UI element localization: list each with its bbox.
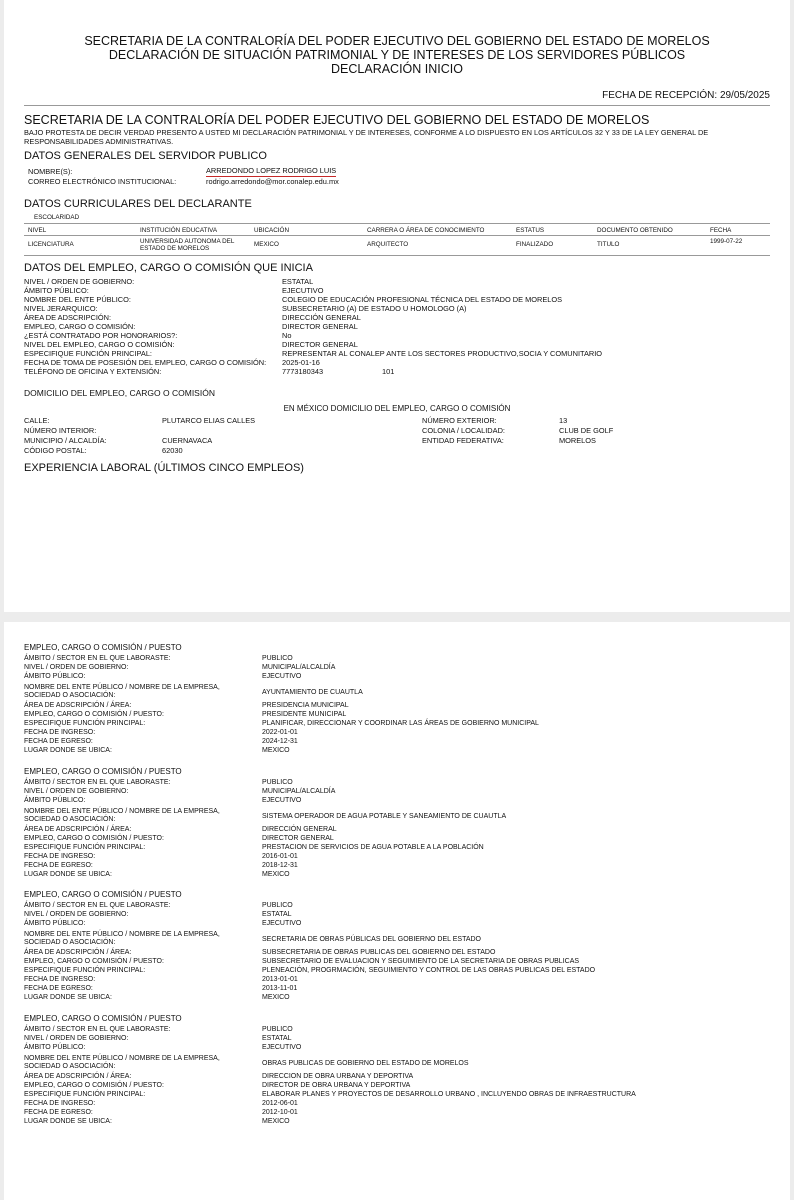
nombre-label: NOMBRE(S): <box>28 167 73 176</box>
job-title: EMPLEO, CARGO O COMISIÓN / PUESTO <box>24 767 182 776</box>
col-nivel: NIVEL <box>28 227 47 234</box>
col-estatus: ESTATUS <box>516 227 545 234</box>
escolaridad-divider-mid <box>24 235 770 236</box>
escolaridad-divider-top <box>24 223 770 224</box>
col-institucion: INSTITUCIÓN EDUCATIVA <box>140 227 218 234</box>
codigo-postal-label: CÓDIGO POSTAL: <box>24 446 87 455</box>
datos-generales-title: DATOS GENERALES DEL SERVIDOR PUBLICO <box>24 150 267 162</box>
job-title: EMPLEO, CARGO O COMISIÓN / PUESTO <box>24 1014 182 1023</box>
numero-exterior-value: 13 <box>559 416 568 425</box>
escolaridad-divider-bottom <box>24 255 770 256</box>
intro-title: SECRETARIA DE LA CONTRALORÍA DEL PODER EJECUTIVO DEL GOBIERNO DEL ESTADO DE MORELOS <box>24 113 650 127</box>
curriculares-title: DATOS CURRICULARES DEL DECLARANTE <box>24 198 252 210</box>
telefono-extension: 101 <box>382 367 395 376</box>
protesta-line-1: BAJO PROTESTA DE DECIR VERDAD PRESENTO A USTED MI DECLARACIÓN PATRIMONIAL Y DE INTERESES, CONFORME A LO DISPUESTO EN LOS ARTÍCULOS 32 Y 33 DE LA LEY GENERAL DE <box>24 128 709 137</box>
row-documento: TITULO <box>597 241 620 248</box>
correo-label: CORREO ELECTRÓNICO INSTITUCIONAL: <box>28 177 177 186</box>
entidad-label: ENTIDAD FEDERATIVA: <box>422 436 504 445</box>
row-carrera: ARQUITECTO <box>367 241 409 248</box>
col-fecha: FECHA <box>710 227 732 234</box>
empleo-title: DATOS DEL EMPLEO, CARGO O COMISIÓN QUE INICIA <box>24 262 313 274</box>
header-divider <box>24 105 770 106</box>
fecha-recepcion: FECHA DE RECEPCIÓN: 29/05/2025 <box>602 90 770 101</box>
experiencia-title: EXPERIENCIA LABORAL (ÚLTIMOS CINCO EMPLEOS) <box>24 462 304 474</box>
row-institucion-1: UNIVERSIDAD AUTONOMA DEL <box>140 238 235 245</box>
header-line-3: DECLARACIÓN INICIO <box>331 62 463 76</box>
job-title: EMPLEO, CARGO O COMISIÓN / PUESTO <box>24 643 182 652</box>
header-line-1: SECRETARIA DE LA CONTRALORÍA DEL PODER EJECUTIVO DEL GOBIERNO DEL ESTADO DE MORELOS <box>84 34 710 48</box>
header-line-2: DECLARACIÓN DE SITUACIÓN PATRIMONIAL Y DE INTERESES DE LOS SERVIDORES PÚBLICOS <box>108 48 686 62</box>
col-documento: DOCUMENTO OBTENIDO <box>597 227 673 234</box>
colonia-value: CLUB DE GOLF <box>559 426 614 435</box>
entidad-value: MORELOS <box>559 436 596 445</box>
job-title: EMPLEO, CARGO O COMISIÓN / PUESTO <box>24 890 182 899</box>
municipio-value: CUERNAVACA <box>162 436 213 445</box>
domicilio-title: DOMICILIO DEL EMPLEO, CARGO O COMISIÓN <box>24 388 215 398</box>
municipio-label: MUNICIPIO / ALCALDÍA: <box>24 436 107 445</box>
row-fecha: 1999-07-22 <box>710 238 743 245</box>
numero-exterior-label: NÚMERO EXTERIOR: <box>422 416 497 425</box>
calle-value: PLUTARCO ELIAS CALLES <box>162 416 256 425</box>
col-ubicacion: UBICACIÓN <box>254 227 289 234</box>
colonia-label: COLONIA / LOCALIDAD: <box>422 426 505 435</box>
row-estatus: FINALIZADO <box>516 241 554 248</box>
correo-value: rodrigo.arredondo@mor.conalep.edu.mx <box>206 177 339 186</box>
document-page-1: SECRETARIA DE LA CONTRALORÍA DEL PODER EJECUTIVO DEL GOBIERNO DEL ESTADO DE MORELOS DECLARACIÓN DE SITUACIÓN PATRIMONIAL Y DE INTERESES DE LOS SERVIDORES PÚBLICOS DECLARACIÓN INICIO FECHA DE RECEPCIÓN: 29/05/2025 SECRETARIA DE LA CONTRALORÍA DEL PODER EJECUTIVO DEL GOBIERNO DEL ESTADO DE MORELOS BAJO PROTESTA DE DECIR VERDAD PRESENTO A USTED MI DECLARACIÓN PATRIMONIAL Y DE INTERESES, CONFORME A LO DISPUESTO EN LOS ARTÍCULOS 32 Y 33 DE LA LEY GENERAL DE RESPONSABILIDADES ADMINISTRATIVAS. DATOS GENERALES DEL SERVIDOR PUBLICO NOMBRE(S): ARREDONDO LOPEZ RODRIGO LUIS CORREO ELECTRÓNICO INSTITUCIONAL: rodrigo.arredondo@mor.conalep.edu.mx DATOS CURRICULARES DEL DECLARANTE ESCOLARIDAD NIVEL INSTITUCIÓN EDUCATIVA UBICACIÓN CARRERA O ÁREA DE CONOCIMIENTO ESTATUS DOCUMENTO OBTENIDO FECHA LICENCIATURA UNIVERSIDAD AUTONOMA DEL ESTADO DE MORELOS MEXICO ARQUITECTO FINALIZADO TITULO 1999-07-22 DATOS DEL EMPLEO, CARGO O COMISIÓN QUE INICIA NIVEL / ORDEN DE GOBIERNO: ESTATAL ÁMBITO PÚBLICO: EJECUTIVO NOMBRE DEL ENTE PÚBLICO: COLEGIO DE EDUCACIÓN PROFESIONAL TÉCNICA DEL ESTADO DE MORELOS NIVEL JERARQUICO: SUBSECRETARIO (A) DE ESTADO U HOMOLOGO (A) ÁREA DE ADSCRIPCIÓN: DIRECCIÓN GENERAL EMPLEO, CARGO O COMISIÓN: DIRECTOR GENERAL ¿ESTÁ CONTRATADO POR HONORARIOS?: No NIVEL DEL EMPLEO, CARGO O COMISIÓN: DIRECTOR GENERAL ESPECIFIQUE FUNCIÓN PRINCIPAL: REPRESENTAR AL CONALEP ANTE LOS SECTORES PRODUCTIVO,SOCIA Y COMUNITARIO FECHA DE TOMA DE POSESIÓN DEL EMPLEO, CARGO O COMISIÓN: 2025-01-16 TELÉFONO DE OFICINA Y EXTENSIÓN: 7773180343 101 DOMICILIO DEL EMPLEO, CARGO O COMISIÓN EN MÉXICO DOMICILIO DEL EMPLEO, CARGO O COMISIÓN CALLE: PLUTARCO ELIAS CALLES NÚMERO INTERIOR: MUNICIPIO / ALCALDÍA: CUERNAVACA CÓDIGO POSTAL: 62030 NÚMERO EXTERIOR: 13 COLONIA / LOCALIDAD: CLUB DE GOLF ENTIDAD FEDERATIVA: MORELOS EXPERIENCIA LABORAL (ÚLTIMOS CINCO EMPLEOS) <box>4 0 790 612</box>
numero-interior-label: NÚMERO INTERIOR: <box>24 426 97 435</box>
calle-label: CALLE: <box>24 416 50 425</box>
row-institucion-2: ESTADO DE MORELOS <box>140 245 210 252</box>
nombre-value: ARREDONDO LOPEZ RODRIGO LUIS <box>206 166 337 175</box>
row-ubicacion: MEXICO <box>254 241 279 248</box>
protesta-line-2: RESPONSABILIDADES ADMINISTRATIVAS. <box>24 137 174 146</box>
codigo-postal-value: 62030 <box>162 446 183 455</box>
document-page-2: EMPLEO, CARGO O COMISIÓN / PUESTO ÁMBITO / SECTOR EN EL QUE LABORASTE: PUBLICO NIVEL / ORDEN DE GOBIERNO: MUNICIPAL/ALCALDÍA ÁMBITO PÚBLICO: EJECUTIVO NOMBRE DEL ENTE PÚBLICO / NOMBRE DE LA EMPRESA, SOCIEDAD O ASOCIACIÓN: AYUNTAMIENTO DE CUAUTLA ÁREA DE ADSCRIPCIÓN / ÁREA: PRESIDENCIA MUNICIPAL EMPLEO, CARGO O COMISIÓN / PUESTO: PRESIDENTE MUNICIPAL ESPECIFIQUE FUNCIÓN PRINCIPAL: PLANIFICAR, DIRECCIONAR Y COORDINAR LAS ÁREAS DE GOBIERNO MUNICIPAL FECHA DE INGRESO: 2022-01-01 FECHA DE EGRESO: 2024-12-31 LUGAR DONDE SE UBICA: MEXICO EMPLEO, CARGO O COMISIÓN / PUESTO ÁMBITO / SECTOR EN EL QUE LABORASTE: PUBLICO NIVEL / ORDEN DE GOBIERNO: MUNICIPAL/ALCALDÍA ÁMBITO PÚBLICO: EJECUTIVO NOMBRE DEL ENTE PÚBLICO / NOMBRE DE LA EMPRESA, SOCIEDAD O ASOCIACIÓN: SISTEMA OPERADOR DE AGUA POTABLE Y SANEAMIENTO DE CUAUTLA ÁREA DE ADSCRIPCIÓN / ÁREA: DIRECCIÓN GENERAL EMPLEO, CARGO O COMISIÓN / PUESTO: DIRECTOR GENERAL ESPECIFIQUE FUNCIÓN PRINCIPAL: PRESTACION DE SERVICIOS DE AGUA POTABLE A LA POBLACIÓN FECHA DE INGRESO: 2016-01-01 FECHA DE EGRESO: 2018-12-31 LUGAR DONDE SE UBICA: MEXICO EMPLEO, CARGO O COMISIÓN / PUESTO ÁMBITO / SECTOR EN EL QUE LABORASTE: PUBLICO NIVEL / ORDEN DE GOBIERNO: ESTATAL ÁMBITO PÚBLICO: EJECUTIVO NOMBRE DEL ENTE PÚBLICO / NOMBRE DE LA EMPRESA, SOCIEDAD O ASOCIACIÓN: SECRETARIA DE OBRAS PÚBLICAS DEL GOBIERNO DEL ESTADO ÁREA DE ADSCRIPCIÓN / ÁREA: SUBSECRETARIA DE OBRAS PUBLICAS DEL GOBIERNO DEL ESTADO EMPLEO, CARGO O COMISIÓN / PUESTO: SUBSECRETARIO DE EVALUACION Y SEGUIMIENTO DE LA SECRETARIA DE OBRAS PUBLICAS ESPECIFIQUE FUNCIÓN PRINCIPAL: PLENEACIÓN, PROGRMACIÓN, SEGUIMIENTO Y CONTROL DE LAS OBRAS PUBLICAS DEL ESTADO FECHA DE INGRESO: 2013-01-01 FECHA DE EGRESO: 2013-11-01 LUGAR DONDE SE UBICA: MEXICO EMPLEO, CARGO O COMISIÓN / PUESTO ÁMBITO / SECTOR EN EL QUE LABORASTE: PUBLICO NIVEL / ORDEN DE GOBIERNO: ESTATAL ÁMBITO PÚBLICO: EJECUTIVO NOMBRE DEL ENTE PÚBLICO / NOMBRE DE LA EMPRESA, SOCIEDAD O ASOCIACIÓN: OBRAS PUBLICAS DE GOBIERNO DEL ESTADO DE MORELOS ÁREA DE ADSCRIPCIÓN / ÁREA: DIRECCION DE OBRA URBANA Y DEPORTIVA EMPLEO, CARGO O COMISIÓN / PUESTO: DIRECTOR DE OBRA URBANA Y DEPORTIVA ESPECIFIQUE FUNCIÓN PRINCIPAL: ELABORAR PLANES Y PROYECTOS DE DESARROLLO URBANO , INCLUYENDO OBRAS DE INFRAESTRUCTURA FECHA DE INGRESO: 2012-06-01 FECHA DE EGRESO: 2012-10-01 LUGAR DONDE SE UBICA: MEXICO <box>4 622 790 1200</box>
row-nivel: LICENCIATURA <box>28 241 74 248</box>
escolaridad-subtitle: ESCOLARIDAD <box>34 214 80 221</box>
domicilio-subtitle: EN MÉXICO DOMICILIO DEL EMPLEO, CARGO O COMISIÓN <box>283 404 511 413</box>
col-carrera: CARRERA O ÁREA DE CONOCIMIENTO <box>367 227 485 234</box>
